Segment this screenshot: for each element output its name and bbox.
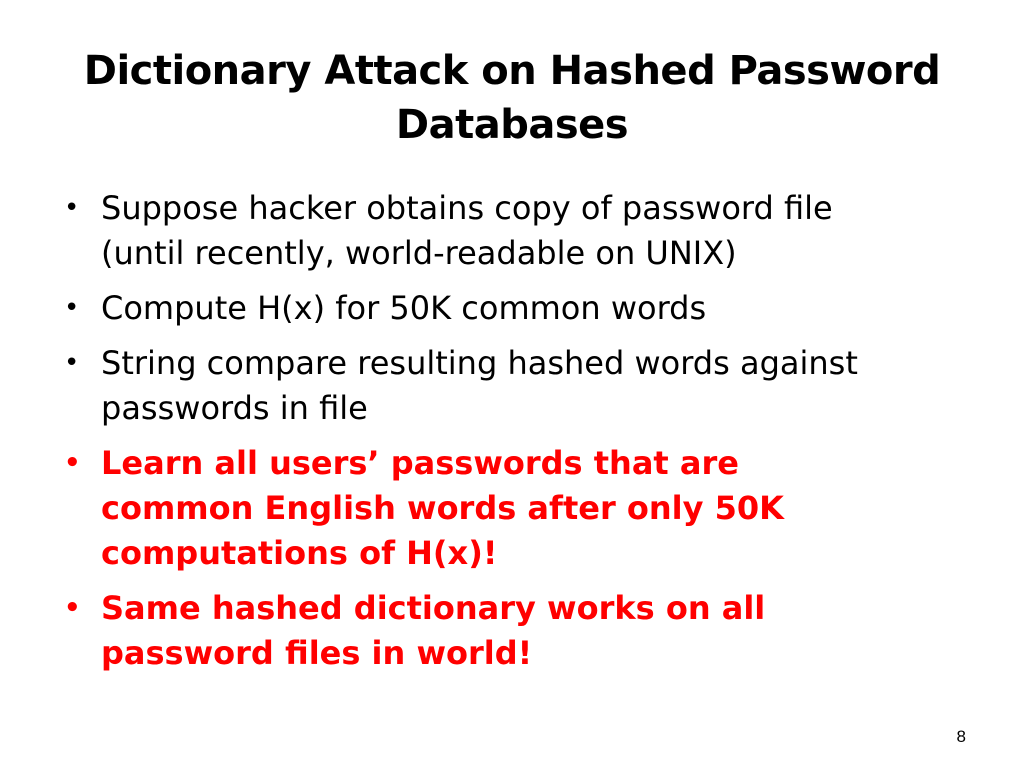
bullet-line: Learn all users’ passwords that are: [101, 444, 739, 482]
slide-number: 8: [956, 727, 966, 746]
title-line-2: Databases: [395, 102, 629, 148]
bullet-text: [101, 341, 964, 431]
bullet-text: [101, 286, 964, 331]
bullet-dot: •: [64, 448, 81, 478]
bullet-line: Compute H(x) for 50K common words: [101, 289, 707, 327]
bullet-line: common English words after only 50K: [101, 489, 784, 527]
bullet-line: passwords in file: [101, 389, 368, 427]
slide-title: [40, 44, 984, 152]
bullet-dot: •: [64, 348, 80, 378]
bullet-text: [101, 186, 964, 276]
bullet-dot: •: [64, 593, 81, 623]
bullet-item: [64, 341, 964, 431]
bullet-line: Same hashed dictionary works on all: [101, 589, 766, 627]
bullet-item: [64, 286, 964, 331]
bullet-line: password files in world!: [101, 634, 533, 672]
bullet-line: computations of H(x)!: [101, 534, 498, 572]
bullet-line: (until recently, world-readable on UNIX): [101, 234, 737, 272]
bullet-item: [64, 186, 964, 276]
bullet-text: [101, 441, 964, 576]
bullet-line: Suppose hacker obtains copy of password file: [101, 189, 833, 227]
bullet-list: [64, 186, 964, 686]
bullet-line: String compare resulting hashed words against: [101, 344, 858, 382]
bullet-dot: •: [64, 293, 80, 323]
bullet-item: [64, 586, 964, 676]
title-line-1: Dictionary Attack on Hashed Password: [83, 48, 941, 94]
bullet-text: [101, 586, 964, 676]
bullet-dot: •: [64, 193, 80, 223]
bullet-item: [64, 441, 964, 576]
